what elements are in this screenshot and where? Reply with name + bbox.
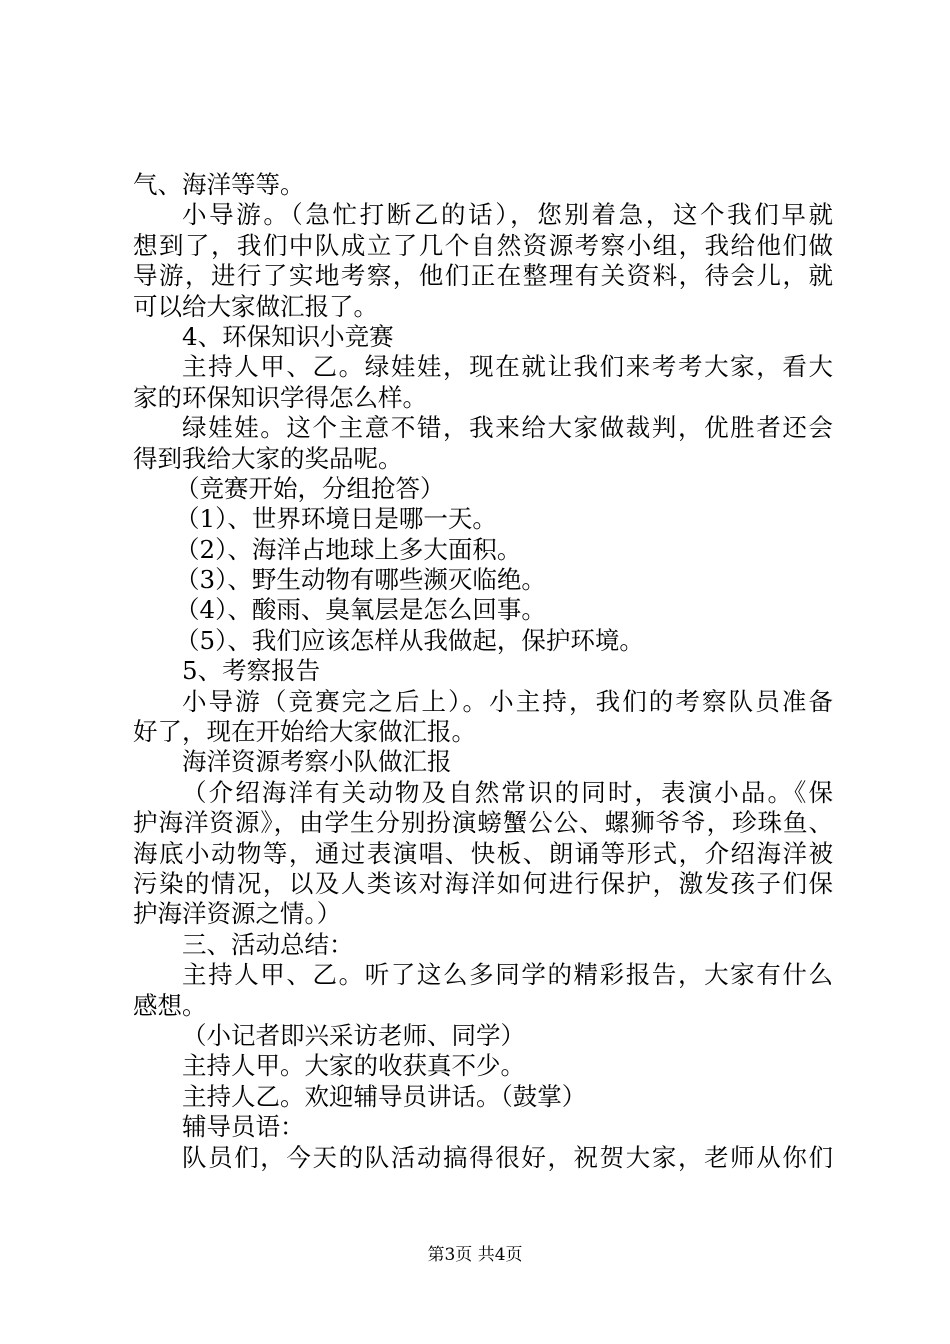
document-body <box>133 170 833 1173</box>
text-line: 绿娃娃。这个主意不错，我来给大家做裁判，优胜者还会 <box>182 413 833 443</box>
text-line: 导游，进行了实地考察，他们正在整理有关资料，待会儿，就 <box>133 261 833 291</box>
text-line: 感想。 <box>133 990 207 1020</box>
text-line: 污染的情况，以及人类该对海洋如何进行保护，激发孩子们保 <box>133 868 833 898</box>
text-line: 家的环保知识学得怎么样。 <box>133 382 427 412</box>
section-heading: 5、考察报告 <box>182 656 321 686</box>
text-line: （小记者即兴采访老师、同学） <box>182 1020 525 1050</box>
text-line: 护海洋资源》，由学生分别扮演螃蟹公公、螺狮爷爷，珍珠鱼、 <box>133 808 833 838</box>
text-line: 可以给大家做汇报了。 <box>133 291 378 321</box>
text-line: 护海洋资源之情。） <box>133 899 342 929</box>
text-line: 主持人乙。欢迎辅导员讲话。（鼓掌） <box>182 1081 587 1111</box>
text-line: 好了，现在开始给大家做汇报。 <box>133 717 476 747</box>
text-line: 主持人甲、乙。听了这么多同学的精彩报告，大家有什么 <box>182 960 833 990</box>
text-line: 小导游。（急忙打断乙的话），您别着急，这个我们早就 <box>182 200 833 230</box>
text-line: 主持人甲、乙。绿娃娃，现在就让我们来考考大家，看大 <box>182 352 833 382</box>
text-line: 小导游（竞赛完之后上）。小主持，我们的考察队员准备 <box>182 686 833 716</box>
text-line: 海底小动物等，通过表演唱、快板、朗诵等形式，介绍海洋被 <box>133 838 833 868</box>
list-item: （2）、海洋占地球上多大面积。 <box>175 534 522 564</box>
text-line: 海洋资源考察小队做汇报 <box>182 747 452 777</box>
list-item: （5）、我们应该怎样从我做起，保护环境。 <box>175 625 644 655</box>
text-line: 得到我给大家的奖品呢。 <box>133 443 403 473</box>
list-item: （4）、酸雨、臭氧层是怎么回事。 <box>175 595 546 625</box>
text-line: 主持人甲。大家的收获真不少。 <box>182 1051 525 1081</box>
page-footer: 第3页 共4页 <box>427 1245 523 1265</box>
section-heading: 4、环保知识小竞赛 <box>182 321 394 351</box>
text-line: 队员们，今天的队活动搞得很好，祝贺大家，老师从你们 <box>182 1142 833 1172</box>
list-item: （1）、世界环境日是哪一天。 <box>175 504 497 534</box>
text-line: （竞赛开始，分组抢答） <box>175 473 445 503</box>
text-line: （介绍海洋有关动物及自然常识的同时，表演小品。《保 <box>182 777 833 807</box>
text-line: 想到了，我们中队成立了几个自然资源考察小组，我给他们做 <box>133 230 833 260</box>
list-item: （3）、野生动物有哪些濒灭临绝。 <box>175 565 546 595</box>
section-heading: 三、活动总结： <box>182 929 354 959</box>
text-line: 辅导员语： <box>182 1112 305 1142</box>
text-line: 气、海洋等等。 <box>133 170 305 199</box>
